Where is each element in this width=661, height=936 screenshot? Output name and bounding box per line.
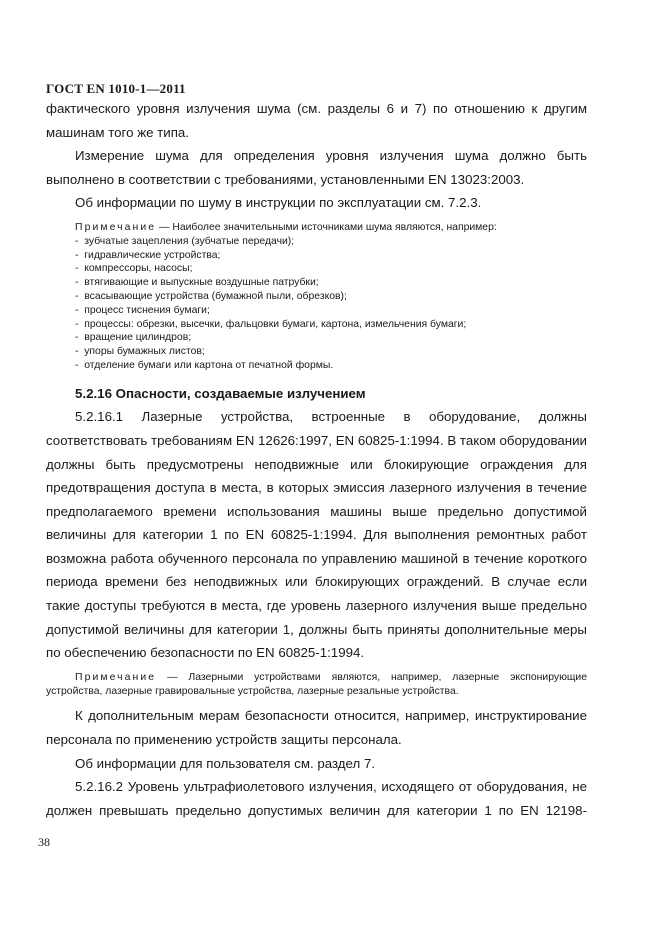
list-item: - гидравлические устройства; [75,249,587,263]
paragraph-noise-info: Об информации по шуму в инструкции по эксплуатации см. 7.2.3. [75,195,482,211]
paragraph-user-info: Об информации для пользователя см. раздел 7. [75,755,376,771]
list-item: - компрессоры, насосы; [75,262,587,276]
page-number: 38 [38,835,50,849]
note-noise-sources [46,221,587,235]
paragraph-safety-measures: К дополнительным мерам безопасности относится, например, инструктирование персонала по применению устройств защиты персонала. [46,708,587,748]
note-laser-devices [46,671,587,699]
noise-sources-list [75,235,587,373]
paragraph-noise-measurement: Измерение шума для определения уровня излучения шума должно быть выполнено в соответствии с требованиями, установленными EN 13023:2003. [46,148,587,187]
list-item: - втягивающие и выпускные воздушные патрубки; [75,276,587,290]
document-header: ГОСТ EN 1010-1—2011 [46,81,186,96]
note-label: Примечание [75,221,157,233]
paragraph-noise-comparison: фактического уровня излучения шума (см. разделы 6 и 7) по отношению к другим машинам того же типа. [46,101,587,140]
list-item: - вращение цилиндров; [75,331,587,345]
list-item: - отделение бумаги или картона от печатной формы. [75,359,587,373]
list-item: - упоры бумажных листов; [75,345,587,359]
list-item: - зубчатые зацепления (зубчатые передачи); [75,235,587,249]
list-item: - всасывающие устройства (бумажной пыли, обрезков); [75,290,587,304]
page-content [46,97,587,822]
note-label: Примечание [75,671,157,683]
section-heading: 5.2.16 Опасности, создаваемые излучением [75,385,366,401]
note-text: — Наиболее значительными источниками шума являются, например: [159,221,497,233]
note-text: — Лазерными устройствами являются, например, лазерные экспонирующие устройства, лазерные гравировальные устройства, лазерные резальные устройства. [46,671,587,697]
list-item: - процессы: обрезки, высечки, фальцовки бумаги, картона, измельчения бумаги; [75,318,587,332]
paragraph-uv-radiation: 5.2.16.2 Уровень ультрафиолетового излучения, исходящего от оборудования, не должен превышать предельно допустимых величин для категории 1 по EN 12198- [46,779,587,818]
list-item: - процесс тиснения бумаги; [75,304,587,318]
paragraph-laser-devices: 5.2.16.1 Лазерные устройства, встроенные в оборудование, должны соответствовать требованиям EN 12626:1997, EN 60825-1:1994. В таком оборудовании должны быть предусмотрены неподвижные или блокирующие ограждения для предотвращения доступа в места, в которых эмиссия лазерного излучения в течение предполагаемого времени использования машины выше предельно допустимой величины для категории 1 по EN 60825-1:1994. Для выполнения ремонтных работ возможна работа обученного персонала по управлению машиной в течение короткого периода времени без неподвижных или блокирующих ограждений. В случае если такие доступы требуются в места, где уровень лазерного излучения выше предельно допустимой величины для категории 1, должны быть приняты дополнительные меры по обеспечению безопасности по EN 60825-1:1994. [46,409,587,661]
